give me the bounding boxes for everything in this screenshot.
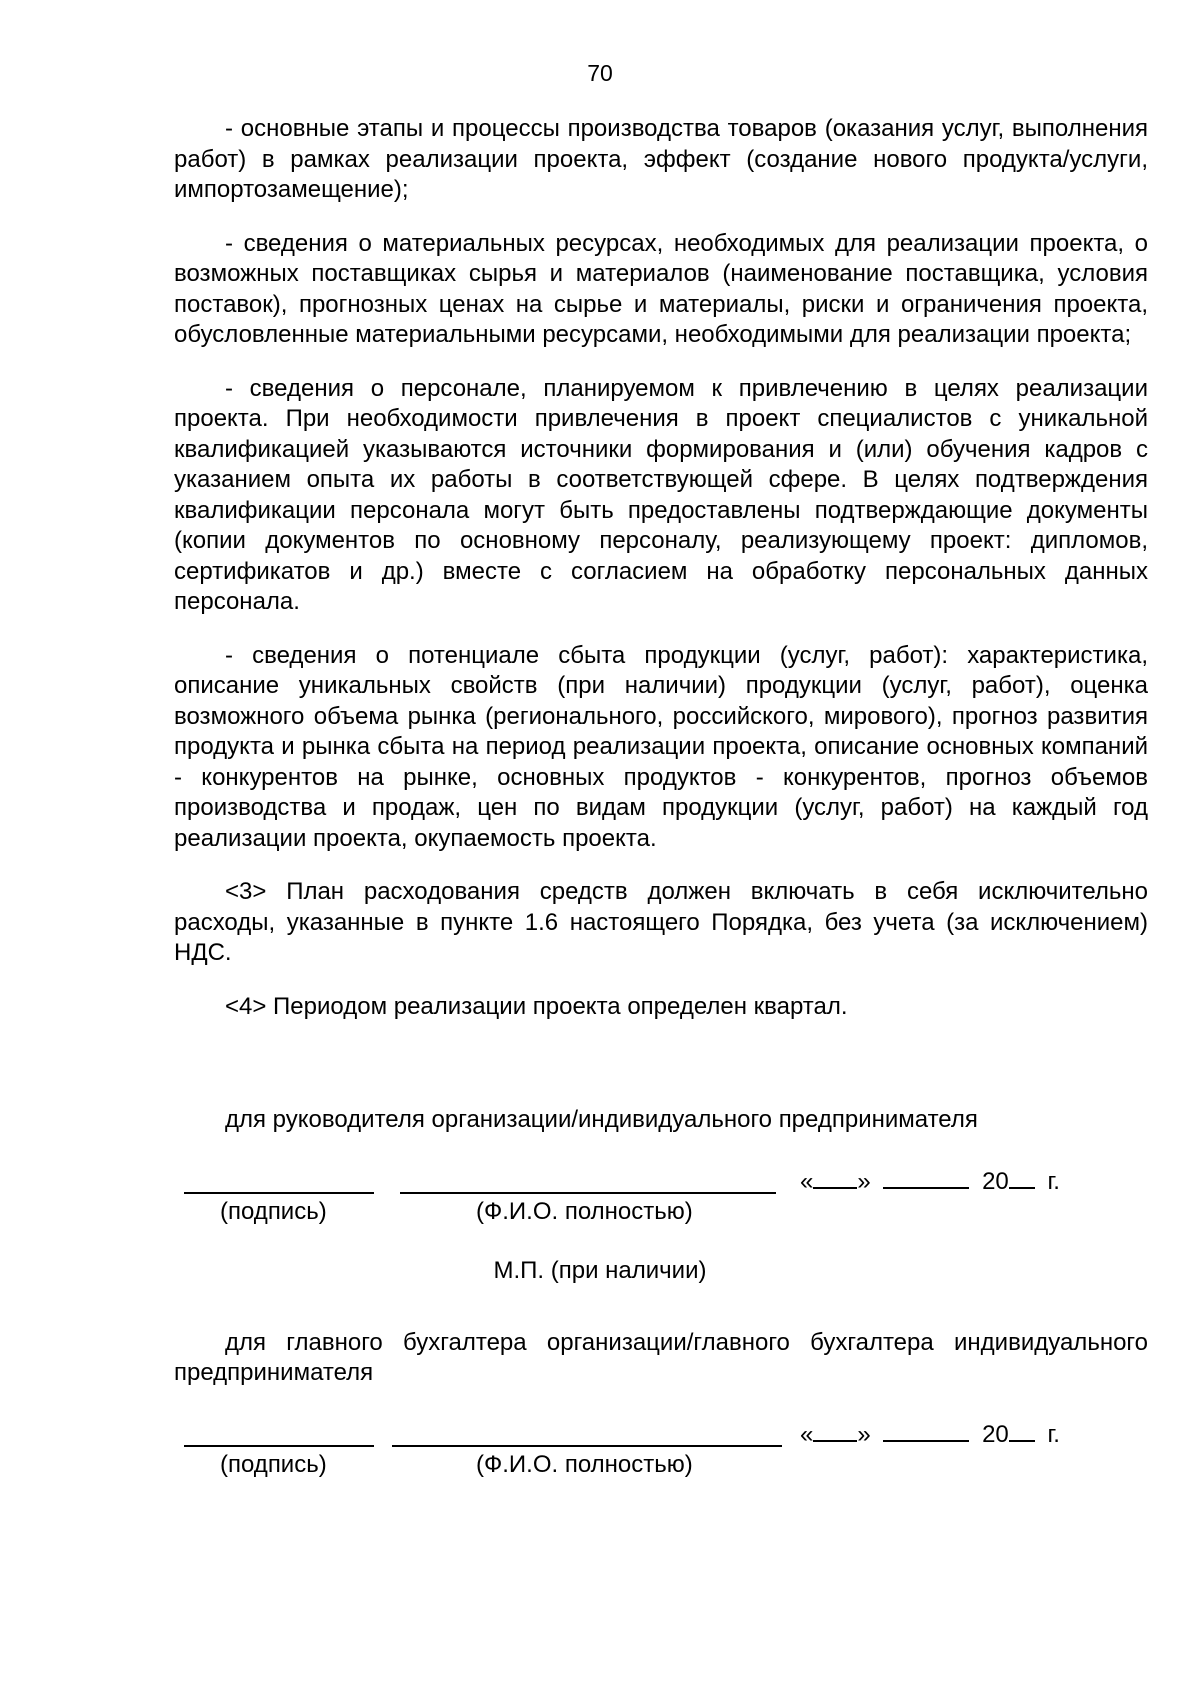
- footnote-3: <3> План расходования средств должен включать в себя исключительно расходы, указанные в пункте 1.6 настоящего Порядка, без учета (за исключением) НДС.: [174, 878, 1148, 966]
- accountant-signature-row: [174, 1418, 1148, 1478]
- head-signature-block: [174, 1105, 1148, 1225]
- accountant-signature-block: [174, 1328, 1148, 1478]
- head-date-year-prefix: 20: [982, 1168, 1009, 1195]
- accountant-date-open-quote: «: [800, 1421, 814, 1448]
- paragraph-production-stages: - основные этапы и процессы производства товаров (оказания услуг, выполнения работ) в рамках реализации проекта, эффект (создание нового продукта/услуги, импортозамещение);: [174, 115, 1148, 203]
- head-signature-line[interactable]: [184, 1192, 374, 1194]
- accountant-date-year-blank[interactable]: [1009, 1418, 1035, 1442]
- paragraph-personnel: - сведения о персонале, планируемом к привлечению в целях реализации проекта. При необходимости привлечения в проект специалистов с уникальной квалификацией указываются источники формирования и (или) обучения кадров с указанием опыта их работы в соответствующей сфере. В целях подтверждения квалификации персонала могут быть предоставлены подтверждающие документы (копии документов по основному персоналу, реализующему проект: дипломов, сертификатов и др.) вместе с согласием на обработку персональных данных персонала.: [174, 374, 1148, 615]
- head-name-line[interactable]: [400, 1192, 776, 1194]
- accountant-signature-title: для главного бухгалтера организации/главного бухгалтера индивидуального предпринимателя: [174, 1329, 1148, 1386]
- accountant-name-line[interactable]: [392, 1445, 782, 1447]
- head-date[interactable]: [800, 1165, 1060, 1197]
- paragraph-material-resources: - сведения о материальных ресурсах, необходимых для реализации проекта, о возможных поставщиках сырья и материалов (наименование поставщика, условия поставок), прогнозных ценах на сырье и материалы, риски и ограничения проекта, обусловленные материальными ресурсами, необходимыми для реализации проекта;: [174, 229, 1148, 348]
- accountant-date-year-suffix: г.: [1047, 1421, 1060, 1448]
- accountant-name-caption: (Ф.И.О. полностью): [476, 1451, 693, 1478]
- head-date-day-blank[interactable]: [813, 1165, 857, 1189]
- head-date-month-blank[interactable]: [883, 1165, 969, 1189]
- head-signature-row: [174, 1165, 1148, 1225]
- head-name-caption: (Ф.И.О. полностью): [476, 1198, 693, 1225]
- stamp-note: М.П. (при наличии): [493, 1257, 707, 1284]
- accountant-signature-caption: (подпись): [220, 1451, 327, 1478]
- accountant-date[interactable]: [800, 1418, 1060, 1450]
- paragraph-sales-potential: - сведения о потенциале сбыта продукции (услуг, работ): характеристика, описание уникальных свойств (при наличии) продукции (услуг, работ), оценка возможного объема рынка (регионального, российского, мирового), прогноз развития продукта и рынка сбыта на период реализации проекта, описание основных компаний - конкурентов на рынке, основных продуктов - конкурентов, прогноз объемов производства и продаж, цен по видам продукции (услуг, работ) на каждый год реализации проекта, окупаемость проекта.: [174, 641, 1148, 852]
- accountant-date-month-blank[interactable]: [883, 1418, 969, 1442]
- head-date-year-blank[interactable]: [1009, 1165, 1035, 1189]
- head-signature-caption: (подпись): [220, 1198, 327, 1225]
- accountant-date-day-blank[interactable]: [813, 1418, 857, 1442]
- head-signature-title: для руководителя организации/индивидуального предпринимателя: [225, 1106, 978, 1133]
- head-date-year-suffix: г.: [1047, 1168, 1060, 1195]
- head-date-close-quote: »: [857, 1168, 871, 1195]
- accountant-date-year-prefix: 20: [982, 1421, 1009, 1448]
- page-number: 70: [587, 60, 613, 86]
- head-date-open-quote: «: [800, 1168, 814, 1195]
- body-text: [174, 114, 1148, 1055]
- accountant-date-close-quote: »: [857, 1421, 871, 1448]
- footnote-4: <4> Периодом реализации проекта определен квартал.: [225, 992, 848, 1020]
- accountant-signature-line[interactable]: [184, 1445, 374, 1447]
